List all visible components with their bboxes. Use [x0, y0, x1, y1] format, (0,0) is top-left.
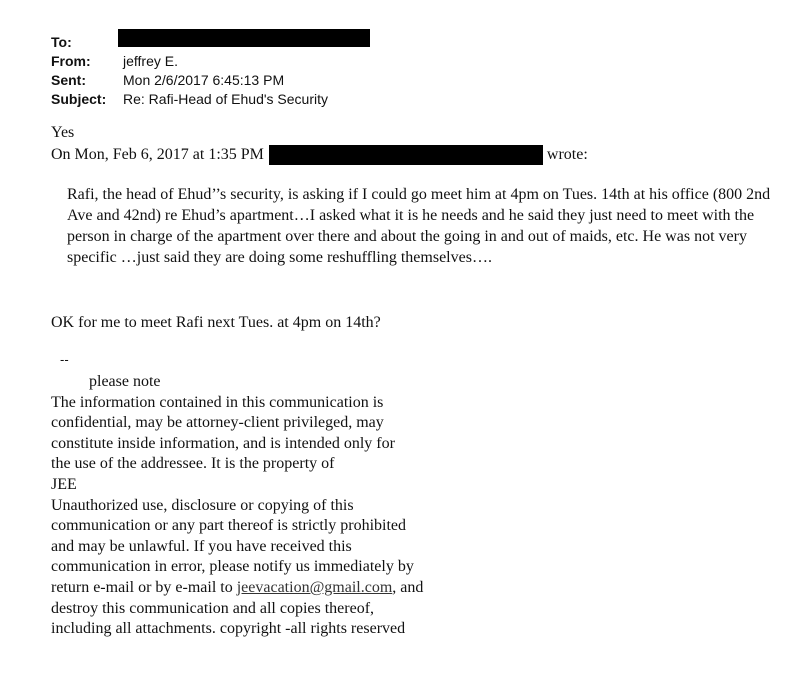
email-line-suffix: , and [392, 578, 424, 596]
signature-line: and may be unlawful. If you have received this [51, 537, 352, 555]
sent-value: Mon 2/6/2017 6:45:13 PM [123, 72, 285, 88]
question-line: OK for me to meet Rafi next Tues. at 4pm on 14th? [51, 314, 381, 331]
signature-email-line [51, 578, 481, 599]
sent-row [51, 71, 328, 90]
to-row [51, 33, 328, 52]
email-line-prefix: return e-mail or by e-mail to [51, 578, 237, 596]
from-value: jeffrey E. [123, 53, 178, 69]
attribution-line [51, 144, 588, 166]
signature-line: confidential, may be attorney-client privileged, may [51, 414, 384, 432]
email-header [51, 33, 328, 109]
subject-value: Re: Rafi-Head of Ehud's Security [123, 91, 328, 107]
from-label: From: [51, 53, 91, 69]
signature-line: communication in error, please notify us immediately by [51, 558, 414, 576]
to-label: To: [51, 34, 72, 50]
signature-block [51, 372, 481, 640]
signature-line: Unauthorized use, disclosure or copying of this [51, 496, 354, 514]
from-row [51, 52, 328, 71]
email-link[interactable]: jeevacation@gmail.com [236, 578, 393, 596]
signature-line: destroy this communication and all copies thereof, [51, 599, 375, 617]
attribution-suffix: wrote: [546, 146, 588, 163]
signature-line: the use of the addressee. It is the property of [51, 455, 335, 473]
attribution-prefix: On Mon, Feb 6, 2017 at 1:35 PM [51, 146, 264, 163]
signature-dash: -- [60, 352, 69, 367]
signature-line: JEE [51, 475, 77, 493]
subject-row [51, 90, 328, 109]
subject-label: Subject: [51, 91, 107, 107]
reply-block [51, 122, 588, 166]
signature-line: communication or any part thereof is strictly prohibited [51, 517, 407, 535]
signature-line: constitute inside information, and is intended only for [51, 434, 395, 452]
redaction-bar-sender [269, 145, 543, 165]
reply-text: Yes [51, 124, 75, 141]
signature-line: The information contained in this communication is [51, 393, 384, 411]
signature-note-title: please note [89, 373, 161, 390]
quoted-text: Rafi, the head of Ehud’’s security, is asking if I could go meet him at 4pm on Tues. 14th at his office (800 2nd Ave and 42nd) re Ehud’s apartment…I asked what it is he needs and he said they just need to meet with the person in charge of the apartment over there and about the going in and out of maids, etc. He was not very specific …just said they are doing some reshuffling themselves…. [67, 186, 771, 266]
signature-line: including all attachments. copyright -all rights reserved [51, 620, 406, 638]
sent-label: Sent: [51, 72, 86, 88]
quoted-message [67, 184, 787, 268]
